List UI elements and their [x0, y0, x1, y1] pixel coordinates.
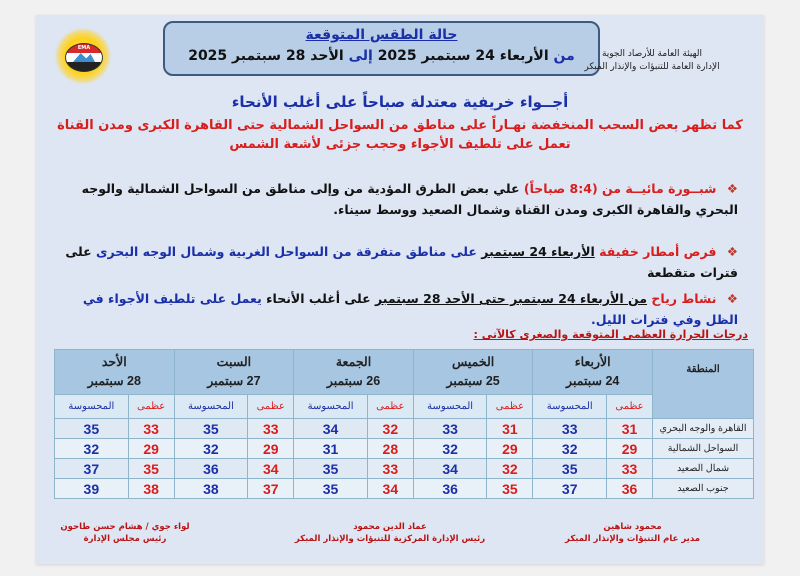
agency-line-1: الهيئة العامة للأرصاد الجوية — [601, 49, 703, 59]
rain-label: فرص أمطار خفيفة — [599, 244, 717, 259]
ema-logo — [55, 28, 111, 84]
temperature-table — [54, 349, 754, 499]
max-temp-header: عظمى — [487, 395, 533, 419]
max-temp-cell: 33 — [367, 459, 413, 479]
region-cell: جنوب الصعيد — [653, 479, 754, 499]
date-range — [165, 48, 598, 64]
region-cell: السواحل الشمالية — [653, 439, 754, 459]
logo-wing-icon — [73, 53, 95, 62]
max-temp-cell: 33 — [248, 419, 294, 439]
max-temp-cell: 29 — [248, 439, 294, 459]
signature-name: عماد الدين محمود — [353, 522, 427, 532]
rain-date: الأربعاء 24 سبتمبر — [481, 244, 595, 259]
header-box — [163, 21, 600, 76]
bullet-rain — [60, 241, 738, 283]
region-cell: القاهرة والوجه البحري — [653, 419, 754, 439]
signature-title: مدير عام التنبؤات والإنذار المبكر — [565, 534, 700, 544]
feels-like-cell: 37 — [55, 459, 129, 479]
wind-tail: يعمل على تلطيف الأجواء في الظل وفي فترات الليل. — [82, 291, 738, 327]
summary-line-2: تعمل على تلطيف الأجواء وحجب جزئى لأشعة الشمس — [229, 137, 571, 152]
feels-like-cell: 35 — [533, 459, 607, 479]
feels-like-cell: 38 — [174, 479, 248, 499]
max-temp-header: عظمى — [248, 395, 294, 419]
bullet-wind — [60, 288, 738, 330]
signature-1 — [565, 521, 700, 545]
agency-line-2: الإدارة العامة للتنبؤات والإنذار المبكر — [584, 62, 720, 72]
feels-like-header: المحسوسة — [533, 395, 607, 419]
max-temp-cell: 34 — [248, 459, 294, 479]
max-temp-cell: 29 — [487, 439, 533, 459]
feels-like-cell: 39 — [55, 479, 129, 499]
feels-like-cell: 36 — [413, 479, 487, 499]
wind-period: من الأربعاء 24 سبتمبر حتى الأحد 28 سبتمبر — [375, 291, 648, 306]
agency-name — [552, 48, 752, 74]
signature-title: رئيس مجلس الإدارة — [83, 534, 167, 544]
day-header: الأحد 28 سبتمبر — [55, 350, 175, 395]
diamond-bullet-icon: ❖ — [726, 244, 738, 259]
max-temp-cell: 37 — [248, 479, 294, 499]
max-temp-cell: 34 — [367, 479, 413, 499]
feels-like-header: المحسوسة — [55, 395, 129, 419]
feels-like-cell: 35 — [55, 419, 129, 439]
max-temp-header: عظمى — [367, 395, 413, 419]
signature-name: محمود شاهين — [603, 522, 662, 532]
day-header: الخميس 25 سبتمبر — [413, 350, 533, 395]
table-row — [55, 439, 754, 459]
table-caption: درجات الحرارة العظمى المتوقعة والصغرى كالآتى : — [473, 328, 748, 341]
table-header-row — [55, 350, 754, 395]
feels-like-cell: 33 — [533, 419, 607, 439]
feels-like-cell: 36 — [174, 459, 248, 479]
max-temp-cell: 32 — [487, 459, 533, 479]
day-header: السبت 27 سبتمبر — [174, 350, 294, 395]
feels-like-cell: 32 — [413, 439, 487, 459]
feels-like-cell: 32 — [55, 439, 129, 459]
feels-like-header: المحسوسة — [413, 395, 487, 419]
summary-headline: أجــواء خريفية معتدلة صباحاً على أغلب الأنحاء — [231, 93, 569, 111]
date-to-label: إلى — [348, 48, 373, 64]
table-row — [55, 459, 754, 479]
feels-like-cell: 34 — [294, 419, 368, 439]
max-temp-header: عظمى — [128, 395, 174, 419]
feels-like-header: المحسوسة — [294, 395, 368, 419]
feels-like-cell: 32 — [533, 439, 607, 459]
max-temp-cell: 32 — [367, 419, 413, 439]
max-temp-cell: 36 — [607, 479, 653, 499]
feels-like-header: المحسوسة — [174, 395, 248, 419]
feels-like-cell: 34 — [413, 459, 487, 479]
date-start: الأربعاء 24 سبتمبر 2025 — [377, 48, 549, 64]
region-header: المنطقة — [653, 350, 754, 419]
max-temp-cell: 29 — [128, 439, 174, 459]
max-temp-cell: 35 — [487, 479, 533, 499]
max-temp-cell: 35 — [128, 459, 174, 479]
wind-text: على أغلب الأنحاء — [266, 291, 371, 306]
table-row — [55, 479, 754, 499]
signature-title: رئيس الإدارة المركزية للتنبؤات والإنذار المبكر — [294, 534, 486, 544]
logo-badge-icon — [65, 43, 103, 72]
feels-like-cell: 35 — [174, 419, 248, 439]
diamond-bullet-icon: ❖ — [726, 291, 738, 306]
date-end: الأحد 28 سبتمبر 2025 — [188, 48, 344, 64]
fog-label: شبــورة مائيــة من (8:4 صباحاً) — [523, 181, 717, 196]
rain-tail: على فترات متقطعة — [65, 244, 738, 280]
max-temp-cell: 28 — [367, 439, 413, 459]
table-row — [55, 419, 754, 439]
max-temp-cell: 38 — [128, 479, 174, 499]
bullet-fog — [60, 178, 738, 220]
feels-like-cell: 31 — [294, 439, 368, 459]
max-temp-cell: 33 — [607, 459, 653, 479]
page-title: حالة الطقس المتوقعة — [305, 27, 458, 43]
rain-text: على مناطق متفرقة من السواحل الغربية وشمال الوجه البحرى — [96, 244, 477, 259]
signature-2 — [290, 521, 490, 545]
day-header: الجمعة 26 سبتمبر — [294, 350, 414, 395]
max-temp-header: عظمى — [607, 395, 653, 419]
table-subheader-row — [55, 395, 754, 419]
feels-like-cell: 37 — [533, 479, 607, 499]
fog-text: علي بعض الطرق المؤدية من وإلى مناطق من السواحل الشمالية والوجه البحري والقاهرة الكبرى ومدن القناة وشمال الصعيد ووسط سيناء. — [81, 181, 738, 217]
summary-line-1: كما تظهر بعض السحب المنخفضة نهـاراً على مناطق من السواحل الشمالية حتى القاهرة الكبرى ومدن القناة — [57, 118, 743, 133]
diamond-bullet-icon: ❖ — [726, 181, 738, 196]
signature-name: لواء جوي / هشام حسن طاحون — [60, 522, 190, 532]
region-cell: شمال الصعيد — [653, 459, 754, 479]
logo-text: EMA — [77, 45, 91, 51]
signature-3 — [60, 521, 190, 545]
date-from-label: من — [553, 48, 575, 64]
max-temp-cell: 29 — [607, 439, 653, 459]
feels-like-cell: 32 — [174, 439, 248, 459]
feels-like-cell: 35 — [294, 479, 368, 499]
max-temp-cell: 31 — [607, 419, 653, 439]
feels-like-cell: 33 — [413, 419, 487, 439]
max-temp-cell: 31 — [487, 419, 533, 439]
wind-label: نشاط رياح — [651, 291, 717, 306]
day-header: الأربعاء 24 سبتمبر — [533, 350, 653, 395]
feels-like-cell: 35 — [294, 459, 368, 479]
max-temp-cell: 33 — [128, 419, 174, 439]
